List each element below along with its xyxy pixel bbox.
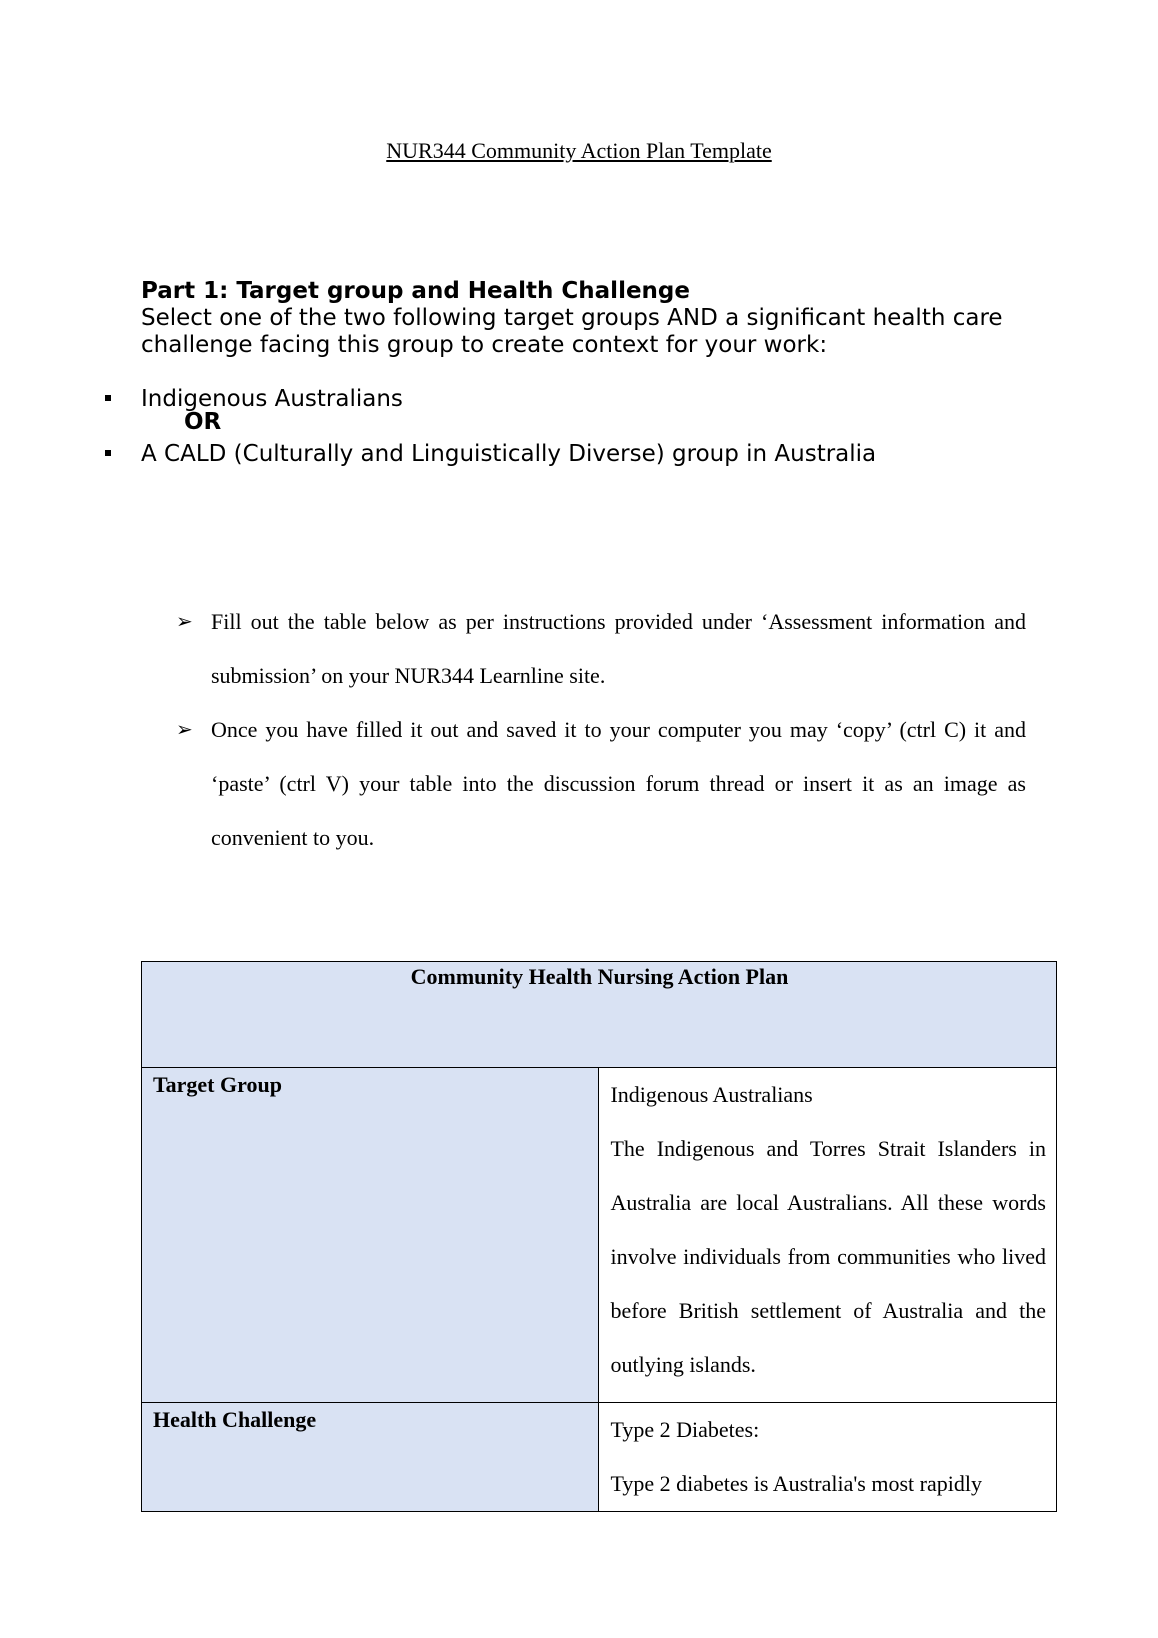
value-body: The Indigenous and Torres Strait Islanders in Australia are local Australians. All these words involve individuals from communities who lived before British settlement of Australia and the outlying islands. [610,1136,1046,1377]
table-row [142,1068,1057,1403]
arrow-bullet-icon: ➢ [176,719,193,741]
instruction-text: Fill out the table below as per instructions provided under ‘Assessment information and submission’ on your NUR344 Learnline site. [211,609,1026,688]
arrow-bullet-icon: ➢ [176,611,193,633]
row-value [599,1403,1057,1512]
instruction-text: Once you have filled it out and saved it to your computer you may ‘copy’ (ctrl C) it and ‘paste’ (ctrl V) your table into the discussion forum thread or insert it as an image as convenient to you. [211,717,1026,850]
row-label: Target Group [142,1068,599,1403]
row-label: Health Challenge [142,1403,599,1512]
value-body: Type 2 diabetes is Australia's most rapidly [610,1471,982,1496]
table-title-row [142,962,1057,1068]
part1-intro: Select one of the two following target groups AND a significant health care challenge facing this group to create context for your work: [141,305,1003,358]
value-title: Indigenous Australians [610,1082,813,1107]
part1-section [141,278,1041,359]
value-title: Type 2 Diabetes: [610,1417,760,1442]
document-title: NUR344 Community Action Plan Template [386,138,772,163]
option-label: A CALD (Culturally and Linguistically Diverse) group in Australia [141,441,877,467]
square-bullet-icon [105,450,111,456]
part1-heading: Part 1: Target group and Health Challenge [141,278,690,304]
table-row [142,1403,1057,1512]
option-item [105,441,876,468]
square-bullet-icon [105,395,111,401]
table-title: Community Health Nursing Action Plan [142,962,1057,1068]
instruction-item [176,703,1026,865]
action-plan-table [141,961,1057,1512]
instruction-item [176,595,1026,703]
or-label: OR [184,409,222,435]
option-label: Indigenous Australians [141,386,403,412]
option-item [105,386,403,413]
row-value [599,1068,1057,1403]
